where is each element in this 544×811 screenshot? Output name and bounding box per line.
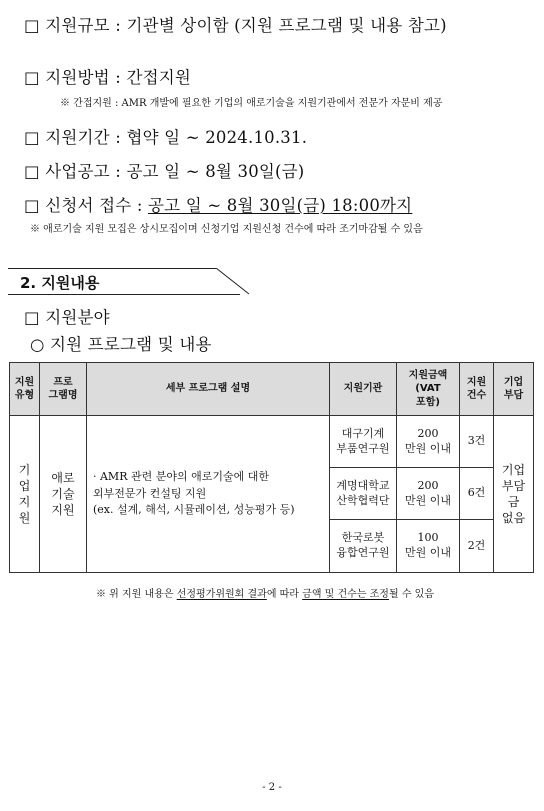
section-heading [8, 268, 240, 296]
header-organization: 지원기관 [330, 363, 397, 416]
header-support-type: 지원 유형 [10, 363, 40, 416]
header-burden: 기업 부담 [494, 363, 534, 416]
cell-burden: 기업 부담 금 없음 [494, 416, 534, 573]
table-row [10, 416, 534, 468]
footnote-underline-2: 금액 및 건수는 조정 [302, 589, 389, 600]
footnote-mid: 에 따라 [266, 589, 303, 600]
cell-organization: 한국로봇 융합연구원 [330, 520, 397, 573]
footnote-suffix: 될 수 있음 [388, 589, 434, 600]
support-method-line: □ 지원방법 : 간접지원 [24, 68, 191, 87]
cell-program-name: 애로 기술 지원 [40, 416, 87, 573]
section-title: 2. 지원내용 [20, 274, 100, 292]
cell-count: 3건 [460, 416, 494, 468]
cell-organization: 계명대학교 산학협력단 [330, 468, 397, 520]
footnote-prefix: ※ 위 지원 내용은 [96, 589, 177, 600]
header-amount: 지원금액 (VAT 포함) [397, 363, 460, 416]
cell-support-type: 기 업 지 원 [10, 416, 40, 573]
support-period-line: □ 지원기간 : 협약 일 ~ 2024.10.31. [24, 128, 308, 147]
application-label: □ 신청서 접수 : [24, 196, 149, 215]
program-subheading: ○ 지원 프로그램 및 내용 [30, 335, 212, 354]
table-header-row [10, 363, 534, 416]
section-heading-underline [8, 294, 240, 295]
cell-amount: 200 만원 이내 [397, 468, 460, 520]
business-notice-line: □ 사업공고 : 공고 일 ~ 8월 30일(금) [24, 162, 305, 181]
footnote-underline-1: 선정평가위원회 결과 [176, 589, 267, 600]
application-deadline: 공고 일 ~ 8월 30일(금) 18:00까지 [148, 196, 413, 215]
support-method-note: ※ 간접지원 : AMR 개발에 필요한 기업의 애로기술을 지원기관에서 전문가 자문비 제공 [60, 98, 443, 109]
header-count: 지원 건수 [460, 363, 494, 416]
cell-count: 2건 [460, 520, 494, 573]
program-table [9, 362, 534, 573]
header-program-name: 프로 그램명 [40, 363, 87, 416]
support-scale-line: □ 지원규모 : 기관별 상이함 (지원 프로그램 및 내용 참고) [24, 16, 447, 35]
cell-amount: 200 만원 이내 [397, 416, 460, 468]
page-number: - 2 - [262, 782, 282, 793]
cell-amount: 100 만원 이내 [397, 520, 460, 573]
table-footnote [96, 585, 434, 600]
cell-organization: 대구기계 부품연구원 [330, 416, 397, 468]
cell-description: · AMR 관련 분야의 애로기술에 대한 외부전문가 컨설팅 지원 (ex. 설계, 해석, 시뮬레이션, 성능평가 등) [87, 416, 330, 573]
header-description: 세부 프로그램 설명 [87, 363, 330, 416]
application-line [24, 192, 412, 216]
cell-count: 6건 [460, 468, 494, 520]
section-heading-slant [215, 268, 251, 295]
support-field-line: □ 지원분야 [24, 308, 110, 327]
application-note: ※ 애로기술 지원 모집은 상시모집이며 신청기업 지원신청 건수에 따라 조기마감될 수 있음 [30, 224, 423, 235]
